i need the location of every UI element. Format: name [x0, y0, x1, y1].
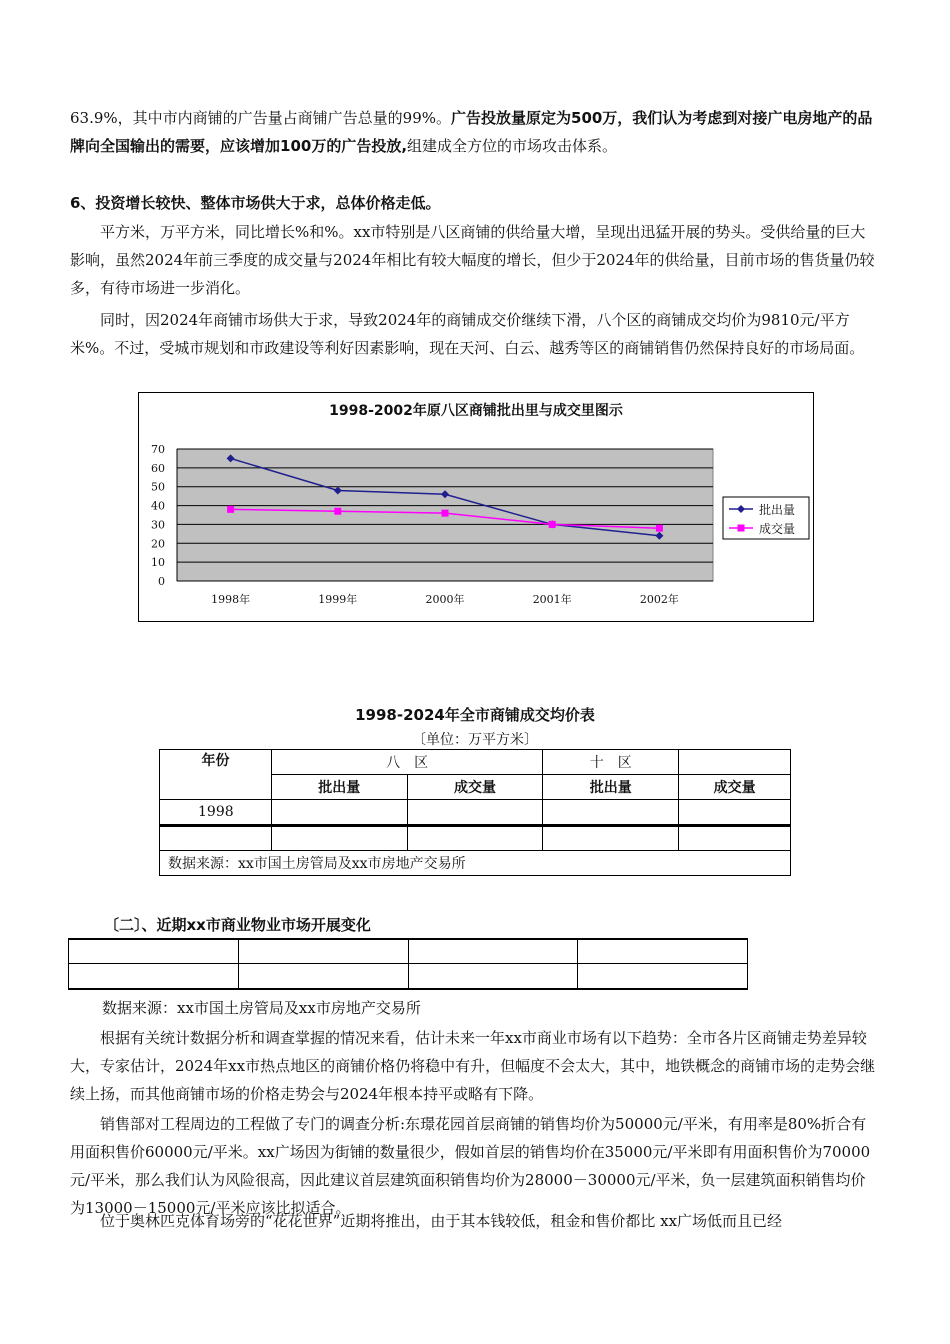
- y-tick-label: 0: [158, 575, 165, 588]
- x-tick-label: 2002年: [639, 593, 679, 606]
- chart-title: 1998-2002年原八区商铺批出里与成交里图示: [329, 403, 623, 419]
- x-tick-label: 1999年: [318, 593, 358, 606]
- header-year: 年份: [160, 750, 272, 800]
- y-tick-label: 40: [151, 499, 165, 513]
- x-tick-label: 2001年: [532, 593, 572, 606]
- chart-canvas: [139, 393, 813, 621]
- data-point: [442, 510, 449, 517]
- table-cell: [238, 939, 408, 963]
- legend-label: 批出量: [759, 503, 796, 517]
- line-chart: [138, 392, 814, 622]
- legend-label: 成交量: [759, 522, 796, 536]
- table-cell: [578, 939, 748, 963]
- ad-volume-text: 63.9%，其中市内商铺的广告量占商铺广告总量的99%。: [70, 109, 451, 127]
- price-table: [159, 749, 791, 876]
- table-cell: [407, 800, 543, 826]
- table-cell: [271, 800, 407, 826]
- paragraph-ad-volume: [70, 104, 880, 160]
- y-tick-label: 10: [151, 556, 165, 570]
- table-cell: [578, 963, 748, 989]
- y-tick-label: 20: [151, 537, 165, 551]
- paragraph-trends: 根据有关统计数据分析和调查掌握的情况来看，估计未来一年xx市商业市场有以下趋势：全市各片区商铺走势差异较大，专家估计，2024年xx市热点地区的商铺价格仍将稳中有升，但幅度不会太大，其中，地铁概念的商铺市场的走势会继续上扬，而其他商铺市场的价格走势会与2024年根本持平或略有下降。: [70, 1029, 876, 1103]
- data-point: [656, 525, 663, 532]
- paragraph-pricing-analysis: 销售部对工程周边的工程做了专门的调查分析:东璟花园首层商铺的销售均价为50000元/平米，有用率是80%折合有用面积售价60000元/平米。xx广场因为街铺的数量很少，假如首层的销售均价在35000元/平米即有用面积售价为70000元/平米，那么我们认为风险很高，因此建议首层建筑面积销售均价为28000－30000元/平米，负一层建筑面积销售均价为13000－15000元/平米应该比拟适合。: [70, 1115, 871, 1217]
- table-cell: [408, 939, 578, 963]
- table-unit: 〔单位：万平方米〕: [412, 732, 538, 748]
- paragraph-supply: 平方米，万平方米，同比增长%和%。xx市特别是八区商铺的供给量大增，呈现出迅猛开展的势头。受供给量的巨大影响，虽然2024年前三季度的成交量与2024年相比有较大幅度的增长，但少于2024年的供给量，目前市场的售货量仍较多，有待市场进一步消化。: [70, 223, 875, 297]
- table-title: 1998-2024年全市商铺成交均价表: [355, 706, 595, 724]
- y-tick-label: 70: [151, 443, 165, 456]
- data-point: [334, 508, 341, 515]
- section-2-heading: 〔二〕、近期xx市商业物业市场开展变化: [104, 916, 371, 934]
- x-tick-label: 1998年: [211, 593, 251, 606]
- table-cell: [238, 963, 408, 989]
- table-cell: [69, 963, 239, 989]
- x-tick-label: 2000年: [425, 593, 465, 606]
- table-row-year: 1998: [160, 800, 272, 826]
- source-note: 数据来源：xx市国土房管局及xx市房地产交易所: [102, 999, 421, 1017]
- table-cell: [408, 963, 578, 989]
- header-ba-qu: 八 区: [271, 750, 542, 775]
- header-ba-pichu: 批出量: [271, 775, 407, 800]
- y-tick-label: 50: [151, 480, 165, 494]
- table-cell: [543, 800, 679, 826]
- market-change-table: [68, 938, 748, 990]
- table-cell: [679, 800, 791, 826]
- data-point: [227, 506, 234, 513]
- legend-marker: [738, 525, 745, 532]
- header-ba-chengjiao: 成交量: [407, 775, 543, 800]
- paragraph-competitor: 位于奥林匹克体育场旁的“花花世界”近期将推出，由于其本钱较低，租金和售价都比 xx广场低而且已经: [100, 1212, 783, 1230]
- y-tick-label: 60: [151, 461, 165, 475]
- ad-volume-tail-text: 组建成全方位的市场攻击体系。: [407, 137, 618, 155]
- table-cell: [679, 826, 791, 851]
- paragraph-price: 同时，因2024年商铺市场供大于求，导致2024年的商铺成交价继续下滑，八个区的商铺成交均价为9810元/平方米%。不过，受城市规划和市政建设等利好因素影响，现在天河、白云、越秀等区的商铺销售仍然保持良好的市场局面。: [70, 311, 865, 357]
- table-cell: [407, 826, 543, 851]
- table-cell: [160, 826, 272, 851]
- header-shi-chengjiao: 成交量: [679, 775, 791, 800]
- table-cell: [69, 939, 239, 963]
- header-shi-pichu: 批出量: [543, 775, 679, 800]
- table-source-note: 数据来源：xx市国土房管局及xx市房地产交易所: [160, 851, 791, 876]
- table-cell: [543, 826, 679, 851]
- data-point: [549, 521, 556, 528]
- header-shi-qu: 十 区: [543, 750, 679, 775]
- section-6-heading: 6、投资增长较快、整体市场供大于求，总体价格走低。: [70, 194, 441, 212]
- y-tick-label: 30: [151, 518, 165, 532]
- table-cell: [271, 826, 407, 851]
- header-empty: [679, 750, 791, 775]
- ad-budget-bold-text: 广告投放量原定为500万，我们认为考虑到对接广电房地产的品牌向全国输出的需要，应该增加100万的广告投放,: [70, 109, 873, 155]
